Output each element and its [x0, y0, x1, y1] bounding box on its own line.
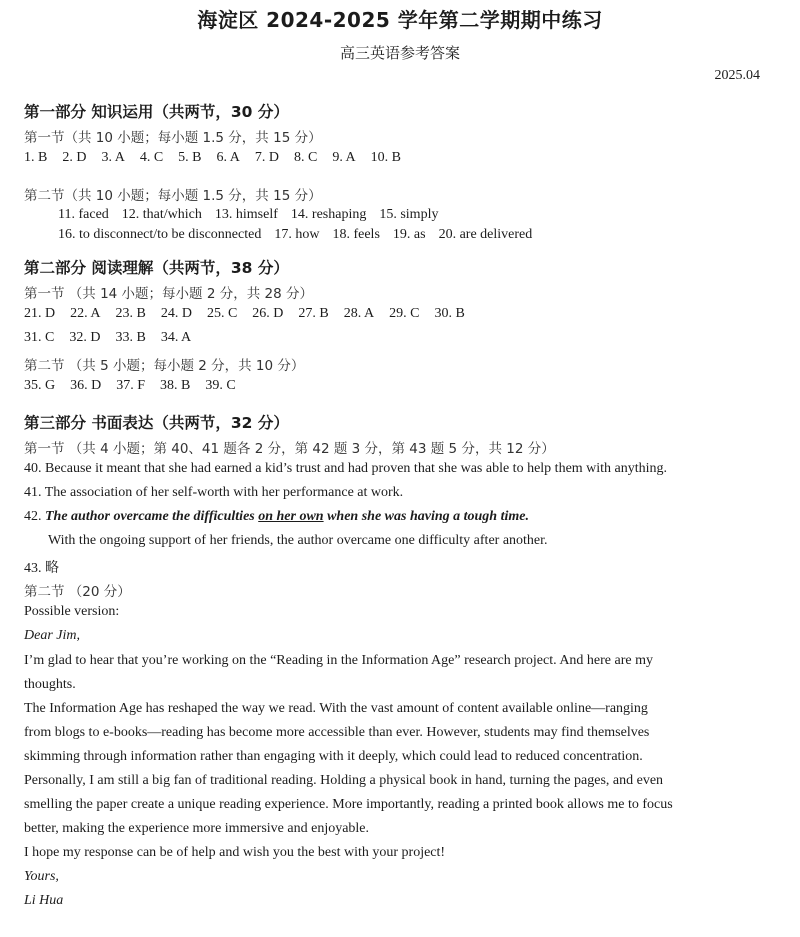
letter-closing: Yours, [24, 869, 59, 884]
letter-line: smelling the paper create a unique reading experience. More importantly, reading a printed book allows me to focus [24, 797, 673, 812]
letter-greeting: Dear Jim, [24, 628, 80, 643]
answer-42 [24, 509, 529, 525]
answer-item: 20. are delivered [438, 227, 533, 242]
part1-sec1-label: 第一节（共 10 小题；每小题 1.5 分，共 15 分） [24, 130, 322, 146]
letter-line: The Information Age has reshaped the way we read. With the vast amount of content available online—ranging [24, 701, 648, 716]
part3-heading: 第三部分 书面表达（共两节，32 分） [24, 414, 289, 432]
answer-item: 9. A [332, 150, 356, 165]
answer-42-after: when she was having a tough time. [327, 509, 529, 524]
part1-sec2-row2 [58, 227, 545, 243]
answer-item: 19. as [392, 227, 426, 242]
answer-item: 7. D [254, 150, 279, 165]
answer-item: 38. B [160, 378, 191, 393]
answer-item: 27. B [298, 306, 329, 321]
answer-item: 31. C [24, 330, 55, 345]
answer-item: 36. D [70, 378, 102, 393]
answer-item: 28. A [343, 306, 375, 321]
answer-item: 30. B [434, 306, 465, 321]
answer-item: 12. that/which [121, 207, 202, 222]
part1-sec2-row1 [58, 207, 451, 223]
letter-line: I’m glad to hear that you’re working on the “Reading in the Information Age” research project. And here are my [24, 653, 653, 668]
letter-line: better, making the experience more immersive and enjoyable. [24, 821, 370, 836]
answer-item: 17. how [274, 227, 320, 242]
part2-sec2-label: 第二节 （共 5 小题；每小题 2 分，共 10 分） [24, 358, 305, 374]
answer-item: 32. D [69, 330, 101, 345]
document-date: 2025.04 [714, 68, 760, 83]
answer-item: 22. A [70, 306, 101, 321]
answer-item: 39. C [205, 378, 236, 393]
part1-sec1-answers [24, 150, 416, 166]
part1-heading: 第一部分 知识运用（共两节，30 分） [24, 103, 289, 121]
answer-42-alternative: With the ongoing support of her friends, the author overcame one difficulty after another. [48, 533, 548, 548]
answer-item: 14. reshaping [290, 207, 367, 222]
answer-40: 40. Because it meant that she had earned a kid’s trust and had proven that she was able to help them with anything. [24, 461, 668, 476]
answer-item: 4. C [139, 150, 164, 165]
answer-item: 34. A [160, 330, 192, 345]
answer-item: 2. D [62, 150, 87, 165]
letter-line: from blogs to e-books—reading has become more accessible than ever. However, students may find themselves [24, 725, 650, 740]
page-subtitle: 高三英语参考答案 [339, 44, 460, 62]
answer-42-before: The author overcame the difficulties [45, 509, 255, 524]
answer-item: 26. D [252, 306, 284, 321]
answer-42-number: 42. [24, 509, 42, 524]
answer-item: 29. C [389, 306, 420, 321]
answer-item: 11. faced [58, 207, 109, 222]
page-title: 海淀区 2024-2025 学年第二学期期中练习 [197, 8, 603, 32]
answer-item: 23. B [115, 306, 146, 321]
answer-item: 18. feels [332, 227, 380, 242]
answer-item: 16. to disconnect/to be disconnected [58, 227, 262, 242]
answer-43: 43. 略 [24, 561, 59, 576]
answer-item: 35. G [24, 378, 56, 393]
answer-item: 8. C [293, 150, 318, 165]
answer-42-underlined: on her own [258, 509, 324, 524]
part2-sec1-row1 [24, 306, 480, 322]
part2-heading: 第二部分 阅读理解（共两节，38 分） [24, 259, 289, 277]
answer-item: 3. A [101, 150, 125, 165]
answer-item: 10. B [370, 150, 401, 165]
answer-item: 37. F [116, 378, 146, 393]
answer-item: 6. A [216, 150, 240, 165]
letter-line: Personally, I am still a big fan of traditional reading. Holding a physical book in hand, turning the pages, and even [24, 773, 664, 788]
letter-signature: Li Hua [24, 893, 64, 908]
part1-sec2-label: 第二节（共 10 小题；每小题 1.5 分，共 15 分） [24, 188, 322, 204]
part2-sec2-answers [24, 378, 251, 394]
part3-sec2-label: 第二节 （20 分） [24, 584, 131, 600]
answer-item: 15. simply [379, 207, 439, 222]
answer-item: 1. B [24, 150, 48, 165]
answer-item: 33. B [115, 330, 146, 345]
answer-item: 24. D [160, 306, 192, 321]
letter-line: I hope my response can be of help and wish you the best with your project! [24, 845, 446, 860]
answer-41: 41. The association of her self-worth with her performance at work. [24, 485, 404, 500]
letter-line: thoughts. [24, 677, 76, 692]
answer-item: 21. D [24, 306, 56, 321]
part2-sec1-label: 第一节 （共 14 小题；每小题 2 分，共 28 分） [24, 286, 313, 302]
answer-item: 13. himself [214, 207, 278, 222]
part3-sec1-label: 第一节 （共 4 小题；第 40、41 题各 2 分，第 42 题 3 分，第 43 题 5 分，共 12 分） [24, 441, 555, 457]
answer-item: 5. B [178, 150, 202, 165]
possible-version-label: Possible version: [24, 604, 120, 619]
answer-item: 25. C [206, 306, 238, 321]
part2-sec1-row2 [24, 330, 206, 346]
letter-line: skimming through information rather than engaging with it deeply, which could lead to reduced concentration. [24, 749, 643, 764]
